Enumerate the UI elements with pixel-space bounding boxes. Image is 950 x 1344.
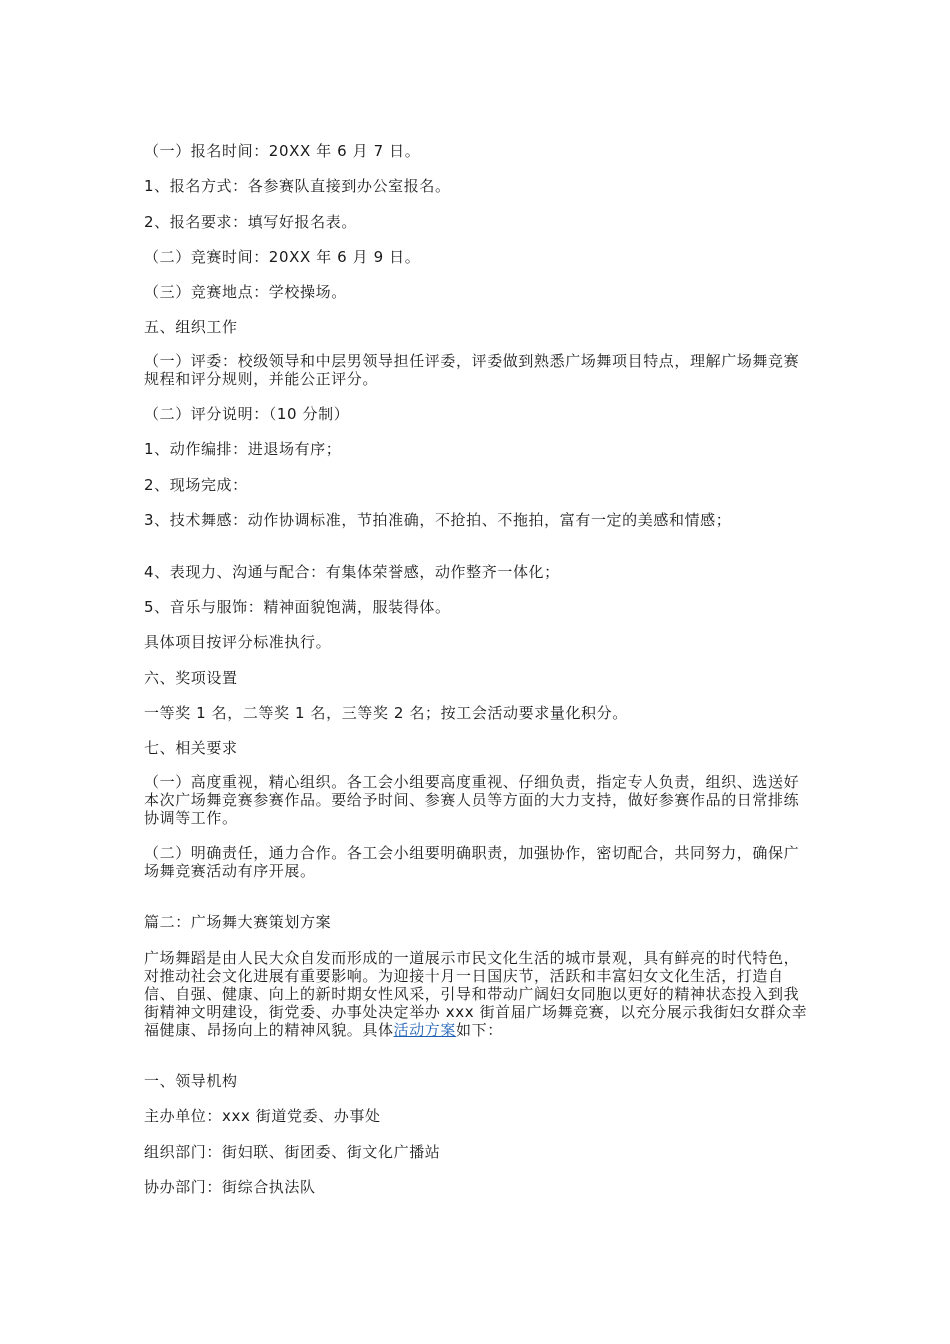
part-two-title: 篇二：广场舞大赛策划方案 [144,913,332,931]
competition-time: （二）竞赛时间：20XX 年 6 月 9 日。 [144,248,421,266]
signup-method: 1、报名方式：各参赛队直接到办公室报名。 [144,177,451,195]
competition-venue: （三）竞赛地点：学校操场。 [144,283,347,301]
section-heading-requirements: 七、相关要求 [144,739,238,757]
scoring-heading: （二）评分说明：（10 分制） [144,405,350,423]
scoring-item-5: 5、音乐与服饰：精神面貌饱满，服装得体。 [144,598,451,616]
signup-requirement: 2、报名要求：填写好报名表。 [144,213,357,231]
requirement-paragraph-1: （一）高度重视，精心组织。各工会小组要高度重视、仔细负责，指定专人负责，组织、选送好本次广场舞竞赛参赛作品。要给予时间、参赛人员等方面的大力支持，做好参赛作品的日常排练协调等工作。 [144,773,800,827]
signup-time: （一）报名时间：20XX 年 6 月 7 日。 [144,142,421,160]
judges-paragraph: （一）评委：校级领导和中层男领导担任评委，评委做到熟悉广场舞项目特点，理解广场舞竞赛规程和评分规则，并能公正评分。 [144,352,800,388]
section-heading-leadership: 一、领导机构 [144,1072,238,1090]
scoring-note: 具体项目按评分标准执行。 [144,633,332,651]
co-organizing-departments: 协办部门：街综合执法队 [144,1178,316,1196]
intro-paragraph [144,949,808,1039]
host-unit: 主办单位：xxx 街道党委、办事处 [144,1107,381,1125]
activity-plan-link[interactable]: 活动方案 [393,1021,457,1039]
organizing-departments: 组织部门：街妇联、街团委、街文化广播站 [144,1143,441,1161]
scoring-item-2: 2、现场完成： [144,476,248,494]
scoring-item-1: 1、动作编排：进退场有序； [144,440,342,458]
scoring-item-3: 3、技术舞感：动作协调标准，节拍准确，不抢拍、不拖拍，富有一定的美感和情感； [144,511,732,529]
intro-text: 广场舞蹈是由人民大众自发而形成的一道展示市民文化生活的城市景观，具有鲜亮的时代特色，对推动社会文化进展有重要影响。为迎接十月一日国庆节，活跃和丰富妇女文化生活，打造自信、自强、健康、向上的新时期女性风采，引导和带动广阔妇女同胞以更好的精神状态投入到我街精神文明建设，街党委、办事处决定举办 xxx 街首届广场舞竞赛，以充分展示我街妇女群众幸福健康、昂扬向上的精神风貌。具体 [144,949,808,1039]
scoring-item-4: 4、表现力、沟通与配合：有集体荣誉感，动作整齐一体化； [144,563,560,581]
awards-paragraph: 一等奖 1 名，二等奖 1 名，三等奖 2 名；按工会活动要求量化积分。 [144,704,628,722]
requirement-paragraph-2: （二）明确责任，通力合作。各工会小组要明确职责，加强协作，密切配合，共同努力，确保广场舞竞赛活动有序开展。 [144,844,800,880]
intro-tail: 如下： [456,1021,503,1039]
section-heading-awards: 六、奖项设置 [144,669,238,687]
section-heading-organization: 五、组织工作 [144,318,238,336]
